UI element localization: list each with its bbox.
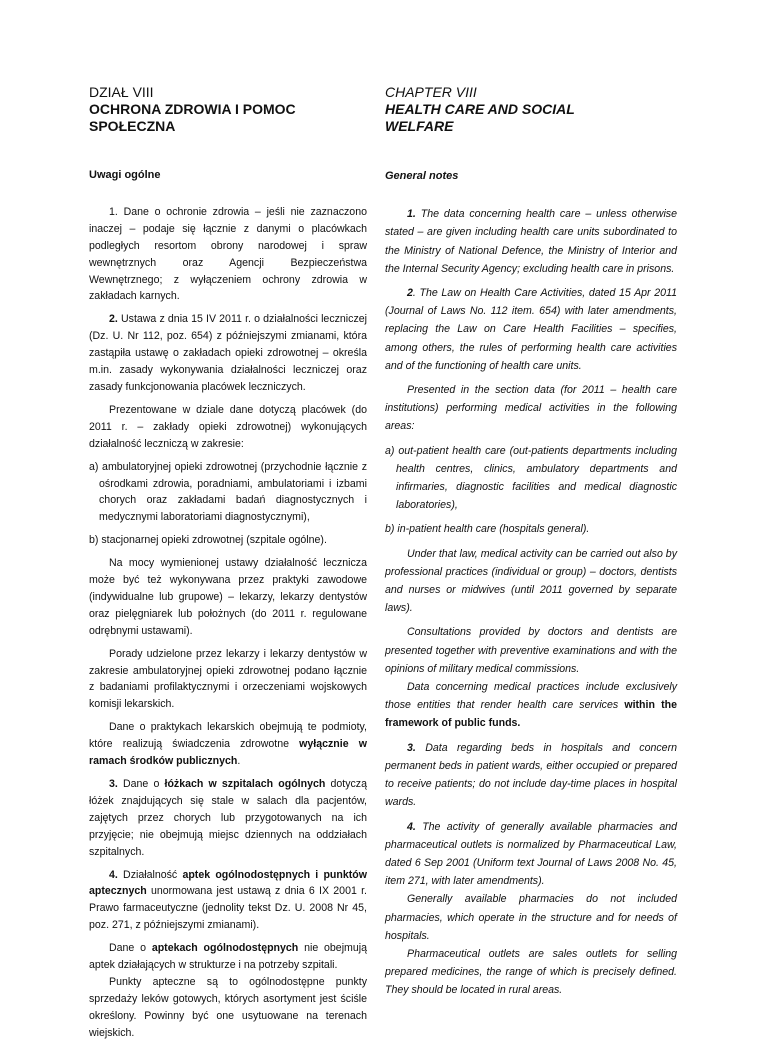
paragraph-8: 4. Działalność aptek ogólnodostępnych i punktów aptecznych unormowana jest ustawą z dnia 6 IX 2001 r. Prawo farmaceutyczne (jednolity tekst Dz. U. 2008 Nr 45, poz. 271, z późniejszymi zmianami). [89, 868, 367, 932]
paragraph-3: Prezentowane w dziale dane dotyczą placówek (do 2011 r. – zakłady opieki zdrowotnej) wykonujących działalność leczniczą w zakresie: [89, 403, 367, 450]
paragraph-number: 1. [407, 208, 416, 221]
chapter-label: CHAPTER VIII [385, 84, 477, 100]
chapter-title-line-1: HEALTH CARE AND SOCIAL [385, 101, 575, 117]
paragraph-2: 2. Ustawa z dnia 15 IV 2011 r. o działalności leczniczej (Dz. U. Nr 112, poz. 654) z późniejszymi zmianami, która zastąpiła ustawę o zakładach opieki zdrowotnej – określa m.in. zasady wykonywania działalności leczniczej oraz zasady funkcjonowania placówek leczniczych. [89, 313, 367, 393]
paragraph-4: Na mocy wymienionej ustawy działalność lecznicza może być też wykonywana przez praktyki zawodowe (indywidualne lub grupowe) – lekarzy, lekarzy dentystów oraz pielęgniarek lub położnych (do 2011 r. regulowane odrębnymi ustawami). [89, 557, 367, 637]
paragraph-10: Pharmaceutical outlets are sales outlets for selling prepared medicines, the range of which is precisely defined. They should be located in rural areas. [385, 947, 677, 997]
paragraph-9: Generally available pharmacies do not included pharmacies, which operate in the structure and for needs of hospitals. [385, 893, 677, 942]
polish-column [89, 84, 367, 1048]
paragraph-8: 4. The activity of generally available pharmacies and pharmaceutical outlets is normalized by Pharmaceutical Law, dated 6 Sep 2001 (Uniform text Journal of Laws 2008 No. 45, item 271, with later amendments). [385, 820, 677, 888]
paragraph-2: 2. The Law on Health Care Activities, dated 15 Apr 2011 (Journal of Laws No. 112 item. 654) with later amendments, replacing the Law on Care Health Facilities – specifies, among others, the rules of performing health care activities and of the functioning of health care units. [385, 287, 677, 372]
paragraph-10: Punkty apteczne są to ogólnodostępne punkty sprzedaży leków gotowych, których asortyment jest ściśle określony. Powinny być one usytuowane na terenach wiejskich. [89, 975, 367, 1039]
list-item-b: b) stacjonarnej opieki zdrowotnej (szpitale ogólne). [89, 534, 327, 547]
paragraph-4: Under that law, medical activity can be carried out also by professional practices (individual or group) – doctors, dentists and nurses or midwives (until 2011 governed by separate laws). [385, 547, 677, 615]
english-column [385, 84, 677, 1006]
paragraph-number: 3. [407, 741, 416, 754]
paragraph-1: 1. The data concerning health care – unless otherwise stated – are given including health care units subordinated to the Ministry of National Defence, the Ministry of Interior and the Internal Security Agency; excluding health care in prisons. [385, 208, 677, 275]
chapter-title-line-2: WELFARE [385, 118, 454, 134]
list-item-a: a) ambulatoryjnej opieki zdrowotnej (przychodnie łącznie z ośrodkami zdrowia, poradniami, ambulatoriami i izbami chorych oraz zakładami badań diagnostycznych i medycznymi laboratoriami diagnostycznymi), [89, 460, 367, 524]
paragraph-number: 2 [407, 287, 413, 300]
paragraph-number: 1. [109, 205, 118, 218]
paragraph-number: 4. [109, 868, 118, 881]
list-item-b: b) in-patient health care (hospitals general). [385, 523, 590, 536]
paragraph-5: Porady udzielone przez lekarzy i lekarzy dentystów w zakresie ambulatoryjnej opieki zdrowotnej podano łącznie z badaniami profilaktycznymi i orzeczeniami wojskowych komisji lekarskich. [89, 647, 367, 711]
chapter-title-line-2: SPOŁECZNA [89, 118, 176, 134]
subheading: General notes [385, 170, 459, 182]
paragraph-7: 3. Data regarding beds in hospitals and concern permanent beds in patient wards, either occupied or prepared to receive patients; do not include day-time places in hospital wards. [385, 741, 677, 809]
paragraph-6: Data concerning medical practices include exclusively those entities that render health care services within the framework of public funds. [385, 681, 677, 730]
paragraph-number: 3. [109, 778, 118, 790]
chapter-title-line-1: OCHRONA ZDROWIA I POMOC [89, 101, 296, 117]
paragraph-5: Consultations provided by doctors and dentists are presented together with preventive examinations and with the opinions of military medical commissions. [385, 626, 677, 675]
paragraph-number: 2. [109, 313, 118, 326]
paragraph-6: Dane o praktykach lekarskich obejmują te podmioty, które realizują świadczenia zdrowotne wyłącznie w ramach środków publicznych. [89, 721, 367, 768]
list-item-a: a) out-patient health care (out-patients departments including health centres, clinics, ambulatory departments and infirmaries, diagnostic facilities and medical diagnostic laboratories), [385, 444, 677, 512]
paragraph-7: 3. Dane o łóżkach w szpitalach ogólnych dotyczą łóżek znajdujących się stale w salach dla pacjentów, zajętych przez chorych lub przygotowanych na ich przyjęcie; nie obejmują miejsc dziennych na oddziałach szpitalnych. [89, 778, 367, 858]
subheading: Uwagi ogólne [89, 169, 161, 181]
chapter-label: DZIAŁ VIII [89, 84, 154, 100]
paragraph-1: 1. Dane o ochronie zdrowia – jeśli nie zaznaczono inaczej – podaje się łącznie z danymi o placówkach podległych resortom obrony narodowej i spraw wewnętrznych oraz Agencji Bezpieczeństwa Wewnętrznego; z wyłączeniem ochrony zdrowia w zakładach karnych. [89, 205, 367, 303]
paragraph-number: 4. [407, 820, 416, 833]
paragraph-9: Dane o aptekach ogólnodostępnych nie obejmują aptek działających w strukturze i na potrzeby szpitali. [89, 942, 368, 972]
paragraph-3: Presented in the section data (for 2011 – health care institutions) performing medical activities in the following areas: [385, 384, 677, 433]
